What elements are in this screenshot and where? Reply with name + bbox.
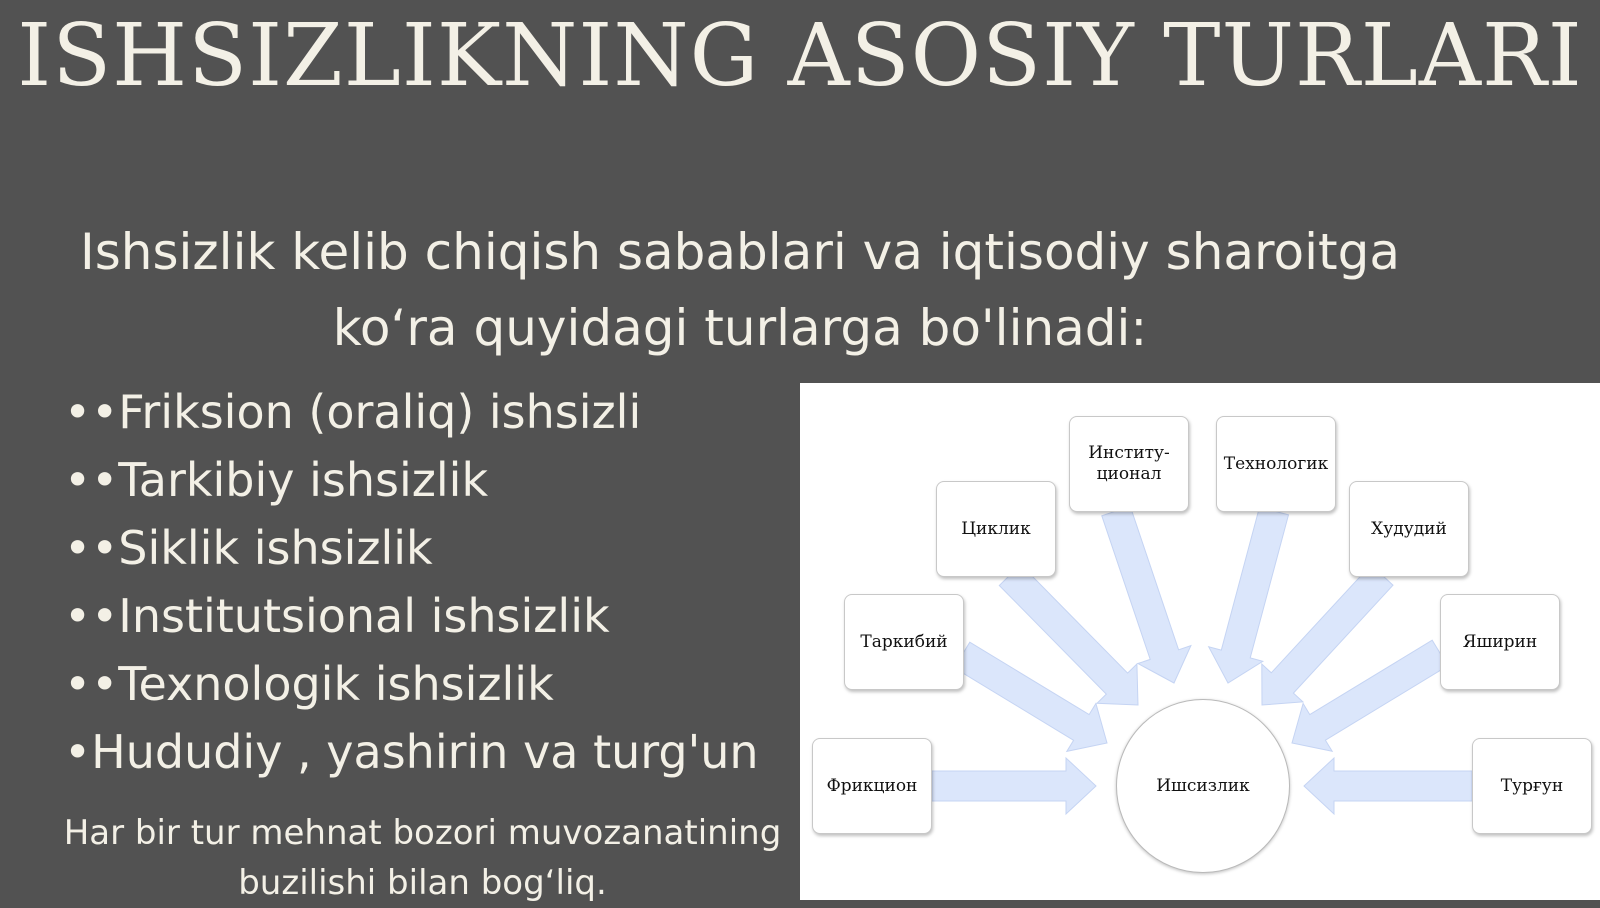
bullet-item-institutional: ••Institutsional ishsizlik	[64, 589, 610, 643]
bullet-item-other: •Hududiy , yashirin va turg'un	[64, 725, 759, 779]
node-friction: Фрикцион	[812, 738, 932, 834]
footnote: Har bir tur mehnat bozori muvozanatining buzilishi bilan bog‘liq.	[63, 813, 782, 903]
arrow-stagnant	[1304, 758, 1472, 814]
node-institutional: Институ-ционал	[1069, 416, 1189, 512]
arrow-institutional	[1102, 506, 1191, 683]
node-stagnant: Турғун	[1472, 738, 1592, 834]
node-structural: Таркибий	[844, 594, 964, 690]
bullet-item-friction: ••Friksion (oraliq) ishsizli	[64, 385, 642, 439]
slide-subtitle: Ishsizlik kelib chiqish sabablari va iqtisodiy sharoitga ko‘ra quyidagi turlarga bo'linadi:	[80, 223, 1400, 357]
center-node-unemployment: Ишсизлик	[1116, 699, 1290, 873]
arrow-friction	[932, 758, 1096, 814]
bullet-item-technological: ••Texnologik ishsizlik	[64, 657, 554, 711]
bullet-list	[64, 378, 759, 786]
node-hidden: Яширин	[1440, 594, 1560, 690]
bullet-item-structural: ••Tarkibiy ishsizlik	[64, 453, 489, 507]
node-cyclic: Циклик	[936, 481, 1056, 577]
slide-title: ISHSIZLIKNING ASOSIY TURLARI	[17, 6, 1583, 106]
node-technological: Технологик	[1216, 416, 1336, 512]
unemployment-types-diagram	[800, 383, 1600, 900]
node-regional: Худудий	[1349, 481, 1469, 577]
bullet-item-cyclic: ••Siklik ishsizlik	[64, 521, 433, 575]
arrow-technological	[1209, 507, 1289, 683]
